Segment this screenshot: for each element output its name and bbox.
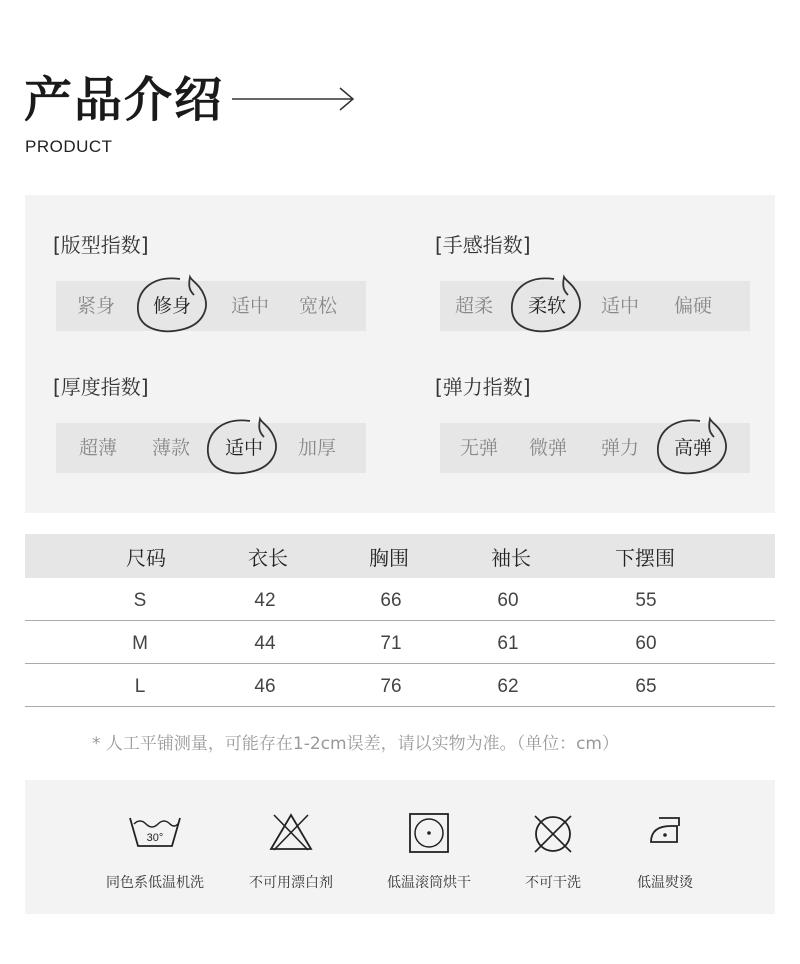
thickness-option-thin: 薄款 (151, 437, 191, 459)
care-item-no-bleach (221, 780, 361, 914)
cell-size: L (134, 676, 146, 697)
selected-circle-icon (132, 273, 212, 339)
thickness-option-ultrathin: 超薄 (78, 437, 118, 459)
col-length: 衣长 (248, 546, 288, 570)
cell-size: S (133, 590, 147, 611)
arrow-right-icon (232, 84, 356, 114)
care-item-tumble-dry (359, 780, 499, 914)
care-label: 低温滚筒烘干 (387, 875, 471, 891)
care-label: 不可用漂白剂 (249, 875, 333, 891)
thickness-option-thick: 加厚 (297, 437, 337, 459)
measurement-note: * 人工平铺测量，可能存在1-2cm误差，请以实物为准。（单位：cm） (92, 734, 619, 754)
care-label: 不可干洗 (525, 875, 581, 891)
fit-option-slim: 修身 (152, 295, 192, 317)
care-label: 同色系低温机洗 (106, 875, 204, 891)
cell-chest: 76 (380, 676, 402, 697)
cell-length: 46 (254, 676, 276, 697)
no-dry-clean-icon (531, 812, 575, 856)
table-row (25, 664, 775, 707)
cell-length: 42 (254, 590, 276, 611)
elasticity-option-elastic: 弹力 (600, 437, 640, 459)
elasticity-option-none: 无弹 (459, 437, 499, 459)
cell-sleeve: 61 (497, 633, 519, 654)
selected-circle-icon (202, 415, 282, 481)
wash-30-icon (128, 812, 182, 848)
feel-option-stiff: 偏硬 (673, 295, 713, 317)
table-row (25, 621, 775, 664)
iron-low-icon (645, 812, 685, 850)
elasticity-option-high: 高弹 (673, 437, 713, 459)
cell-chest: 71 (380, 633, 402, 654)
elasticity-option-slight: 微弹 (528, 437, 568, 459)
cell-size: M (132, 633, 148, 654)
size-table-header (25, 534, 775, 578)
care-item-wash (85, 780, 225, 914)
col-hem: 下摆围 (615, 546, 675, 570)
cell-length: 44 (254, 633, 276, 654)
col-sleeve: 袖长 (491, 546, 531, 570)
col-chest: 胸围 (369, 546, 409, 570)
page-subtitle: PRODUCT (25, 137, 113, 156)
feel-index-title: [手感指数] (435, 233, 531, 257)
tumble-dry-low-icon (408, 812, 450, 854)
table-row (25, 578, 775, 621)
cell-hem: 60 (635, 633, 657, 654)
feel-option-ultrasoft: 超柔 (454, 295, 494, 317)
cell-sleeve: 60 (497, 590, 519, 611)
thickness-option-regular: 适中 (224, 437, 264, 459)
care-instructions-panel (25, 780, 775, 914)
feel-index-bar (440, 281, 750, 331)
elasticity-index-title: [弹力指数] (435, 375, 531, 399)
fit-option-regular: 适中 (230, 295, 270, 317)
svg-text:30°: 30° (146, 832, 164, 844)
feel-option-soft: 柔软 (527, 295, 567, 317)
cell-hem: 55 (635, 590, 657, 611)
selected-circle-icon (652, 415, 732, 481)
no-bleach-icon (268, 812, 314, 852)
size-table (25, 534, 775, 707)
col-size: 尺码 (126, 546, 166, 570)
thickness-index-title: [厚度指数] (53, 375, 149, 399)
thickness-index-bar (56, 423, 366, 473)
fit-index-title: [版型指数] (53, 233, 149, 257)
fit-index-bar (56, 281, 366, 331)
product-indices-panel (25, 195, 775, 513)
cell-sleeve: 62 (497, 676, 519, 697)
fit-option-loose: 宽松 (298, 295, 338, 317)
feel-option-regular: 适中 (600, 295, 640, 317)
page-title: 产品介绍 (24, 72, 225, 128)
selected-circle-icon (506, 273, 586, 339)
fit-option-tight: 紧身 (76, 295, 116, 317)
care-item-iron (595, 780, 735, 914)
cell-hem: 65 (635, 676, 657, 697)
care-label: 低温熨烫 (637, 875, 693, 891)
elasticity-index-bar (440, 423, 750, 473)
cell-chest: 66 (380, 590, 402, 611)
